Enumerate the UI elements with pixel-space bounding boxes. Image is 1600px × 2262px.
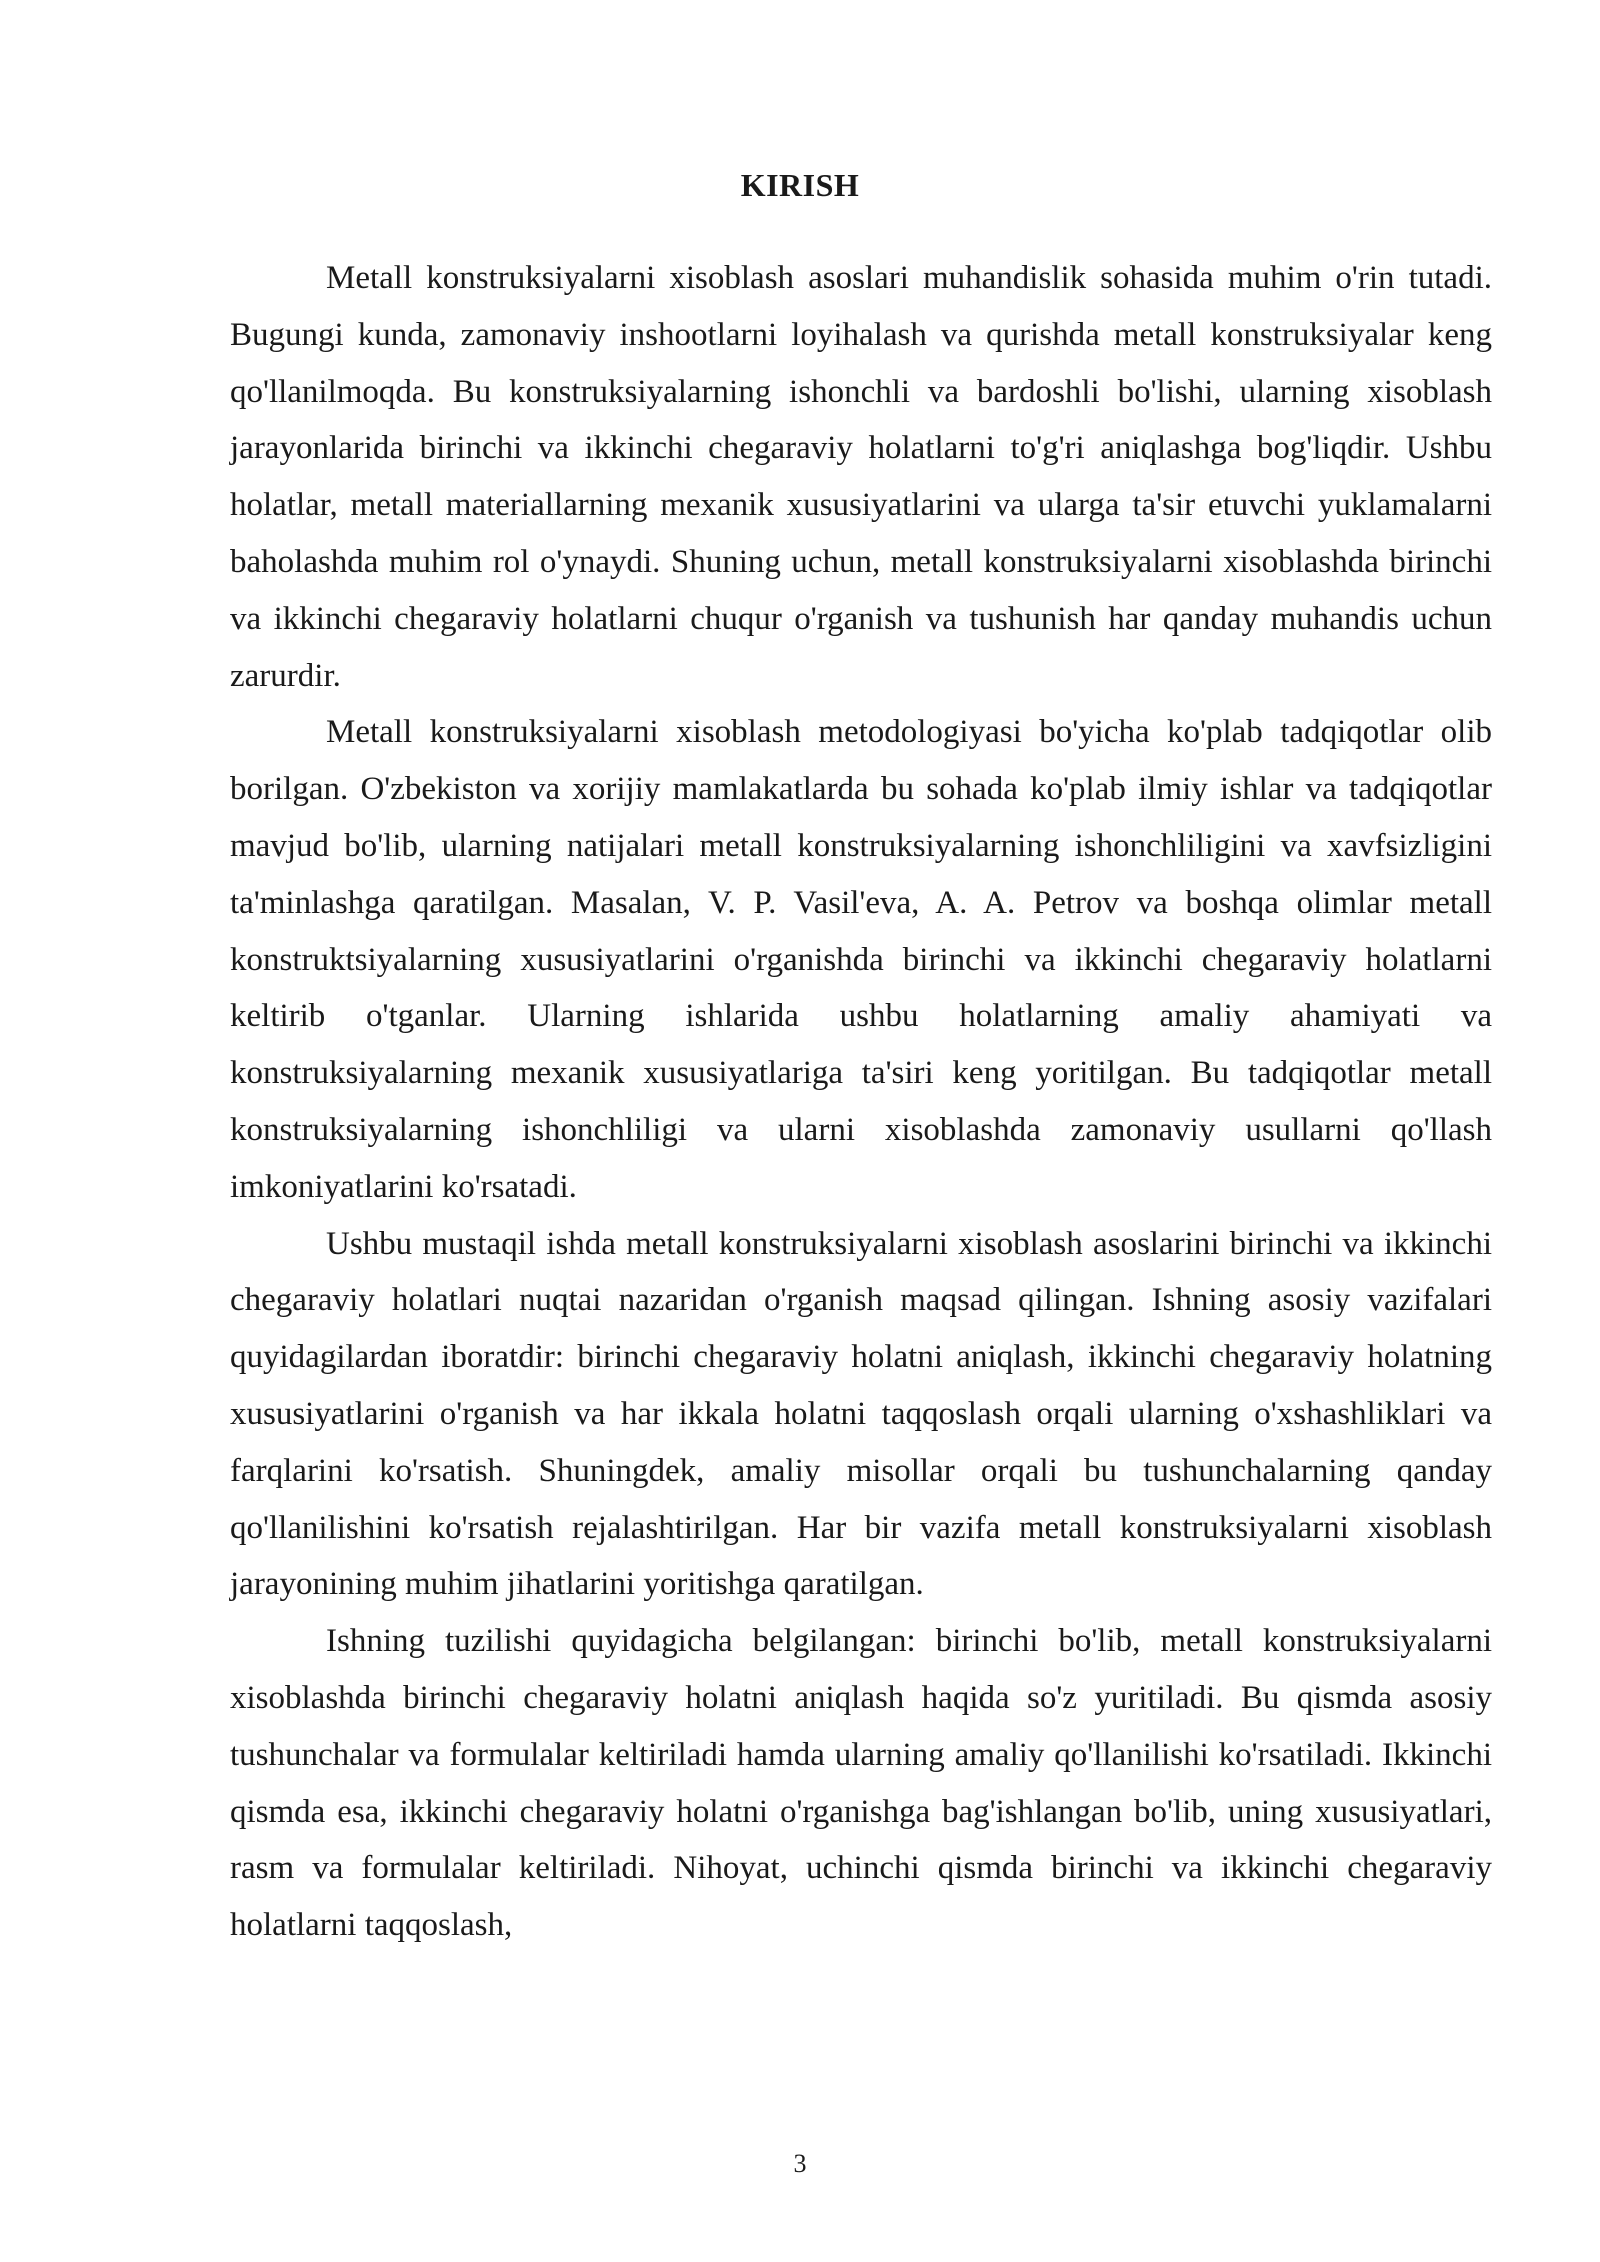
page-number: 3 <box>793 2149 807 2178</box>
paragraph-2: Metall konstruksiyalarni xisoblash metodologiyasi bo'yicha ko'plab tadqiqotlar olib borilgan. O'zbekiston va xorijiy mamlakatlarda bu sohada ko'plab ilmiy ishlar va tadqiqotlar mavjud bo'lib, ularning natijalari metall konstruksiyalarning ishonchliligini va xavfsizligini ta'minlashga qaratilgan. Masalan, V. P. Vasil'eva, A. A. Petrov va boshqa olimlar metall konstruktsiyalarning xususiyatlarini o'rganishda birinchi va ikkinchi chegaraviy holatlarni keltirib o'tganlar. Ularning ishlarida ushbu holatlarning amaliy ahamiyati va konstruksiyalarning mexanik xususiyatlariga ta'siri keng yoritilgan. Bu tadqiqotlar metall konstruksiyalarning ishonchliligi va ularni xisoblashda zamonaviy usullarni qo'llash imkoniyatlarini ko'rsatadi. <box>230 714 1492 1205</box>
paragraph-1: Metall konstruksiyalarni xisoblash asoslari muhandislik sohasida muhim o'rin tutadi. Bugungi kunda, zamonaviy inshootlarni loyihalash va qurishda metall konstruksiyalar keng qo'llanilmoqda. Bu konstruksiyalarning ishonchli va bardoshli bo'lishi, ularning xisoblash jarayonlarida birinchi va ikkinchi chegaraviy holatlarni to'g'ri aniqlashga bog'liqdir. Ushbu holatlar, metall materiallarning mexanik xususiyatlarini va ularga ta'sir etuvchi yuklamalarni baholashda muhim rol o'ynaydi. Shuning uchun, metall konstruksiyalarni xisoblashda birinchi va ikkinchi chegaraviy holatlarni chuqur o'rganish va tushunish har qanday muhandis uchun zarurdir. <box>230 260 1492 694</box>
paragraph-3: Ushbu mustaqil ishda metall konstruksiyalarni xisoblash asoslarini birinchi va ikkinchi chegaraviy holatlari nuqtai nazaridan o'rganish maqsad qilingan. Ishning asosiy vazifalari quyidagilardan iboratdir: birinchi chegaraviy holatni aniqlash, ikkinchi chegaraviy holatning xususiyatlarini o'rganish va har ikkala holatni taqqoslash orqali ularning o'xshashliklari va farqlarini ko'rsatish. Shuningdek, amaliy misollar orqali bu tushunchalarning qanday qo'llanilishini ko'rsatish rejalashtirilgan. Har bir vazifa metall konstruksiyalarni xisoblash jarayonining muhim jihatlarini yoritishga qaratilgan. <box>230 1225 1492 1603</box>
page-title: KIRISH <box>740 167 860 203</box>
paragraph-4: Ishning tuzilishi quyidagicha belgilangan: birinchi bo'lib, metall konstruksiyalarni xisoblashda birinchi chegaraviy holatni aniqlash haqida so'z yuritiladi. Bu qismda asosiy tushunchalar va formulalar keltiriladi hamda ularning amaliy qo'llanilishi ko'rsatiladi. Ikkinchi qismda esa, ikkinchi chegaraviy holatni o'rganishga bag'ishlangan bo'lib, uning xususiyatlari, rasm va formulalar keltiriladi. Nihoyat, uchinchi qismda birinchi va ikkinchi chegaraviy holatlarni taqqoslash, <box>230 1623 1492 1944</box>
body-text <box>230 250 1492 1954</box>
